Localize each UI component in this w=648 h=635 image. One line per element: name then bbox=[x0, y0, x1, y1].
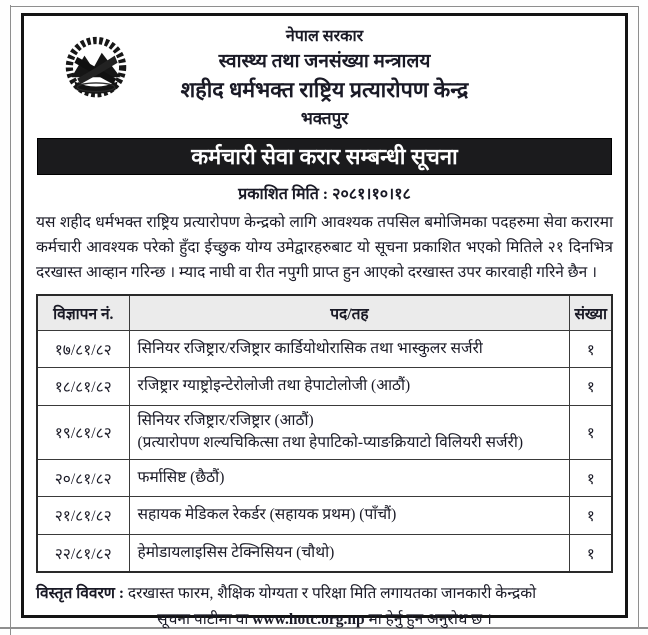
website-url: www.hotc.org.np bbox=[252, 610, 365, 628]
vacancy-table bbox=[36, 294, 613, 573]
post-cell: फर्मासिष्ट (छैठौं) bbox=[129, 459, 570, 496]
ad-no-cell: १९/८१/८२ bbox=[37, 405, 129, 459]
post-cell: हेमोडायलाइसिस टेक्निसियन (चौथो) bbox=[129, 534, 570, 572]
scan-rule-top bbox=[10, 6, 639, 7]
post-cell bbox=[129, 405, 570, 459]
post-cell: सहायक मेडिकल रेकर्डर (सहायक प्रथम) (पाँचौं) bbox=[129, 497, 570, 534]
footer-note bbox=[36, 581, 613, 633]
footer-line-2 bbox=[36, 607, 613, 633]
header-organization: शहीद धर्मभक्त राष्ट्रिय प्रत्यारोपण केन्द्र bbox=[180, 78, 469, 103]
table-row bbox=[37, 534, 612, 572]
column-header-post-level: पद/तह bbox=[129, 295, 570, 331]
ad-no-cell: १७/८१/८२ bbox=[37, 330, 129, 367]
nepal-government-emblem-icon bbox=[60, 31, 132, 109]
table-row bbox=[37, 497, 612, 534]
count-cell: १ bbox=[570, 459, 612, 496]
footer-line-1 bbox=[36, 581, 613, 607]
published-date-line bbox=[36, 182, 613, 204]
column-header-advertisement-no: विज्ञापन नं. bbox=[37, 295, 129, 331]
table-row bbox=[37, 459, 612, 496]
header-ministry: स्वास्थ्य तथा जनसंख्या मन्त्रालय bbox=[218, 50, 431, 72]
published-date-label: प्रकाशित मिति : bbox=[238, 185, 333, 203]
table-header-row bbox=[37, 295, 612, 331]
post-cell: सिनियर रजिष्ट्रार/रजिष्ट्रार कार्डियोथोरासिक तथा भास्कुलर सर्जरी bbox=[129, 330, 570, 367]
count-cell: १ bbox=[570, 330, 612, 367]
ad-no-cell: २२/८१/८२ bbox=[37, 534, 129, 572]
notice-body-paragraph: यस शहीद धर्मभक्त राष्ट्रिय प्रत्यारोपण केन्द्रको लागि आवश्यक तपसिल बमोजिमका पदहरुमा सेवा करारमा कर्मचारी आवश्यक परेको हुँदा ईच्छुक योग्य उमेद्वारहरुबाट यो सूचना प्रकाशित भएको मितिले २१ दिनभित्र दरखास्त आव्हान गरिन्छ । म्याद नाघी वा रीत नपुगी प्राप्त हुन आएको दरखास्त उपर कारवाही गरिने छैन । bbox=[36, 213, 613, 281]
ad-no-cell: २१/८१/८२ bbox=[37, 497, 129, 534]
count-cell: १ bbox=[570, 368, 612, 405]
scan-rule-left bbox=[10, 5, 11, 635]
post-cell: रजिष्ट्रार ग्याष्ट्रोइन्टेरोलोजी तथा हेपाटोलोजी (आठौं) bbox=[129, 368, 570, 405]
footer-line2-prefix: सूचना पाटीमा वा bbox=[157, 610, 253, 628]
published-date-value: २०८१।१०।१८ bbox=[332, 185, 411, 203]
post-line-2: (प्रत्यारोपण शल्यचिकित्सा तथा हेपाटिको-प्याङक्रियाटो विलियरी सर्जरी) bbox=[137, 434, 524, 452]
count-cell: १ bbox=[570, 534, 612, 572]
footer-line2-suffix: मा हेर्नु हुन अनुरोध छ । bbox=[364, 610, 492, 628]
post-line-1: सिनियर रजिष्ट्रार/रजिष्ट्रार (आठौं) bbox=[137, 411, 314, 429]
count-cell: १ bbox=[570, 497, 612, 534]
count-cell: १ bbox=[570, 405, 612, 459]
table-row bbox=[37, 330, 612, 367]
scan-rule-right bbox=[638, 6, 639, 627]
notice-title-banner bbox=[37, 138, 612, 175]
notice-box bbox=[21, 13, 628, 628]
table-row bbox=[37, 368, 612, 405]
header-location: भक्तपुर bbox=[300, 108, 349, 128]
ad-no-cell: १८/८१/८२ bbox=[37, 368, 129, 405]
notice-title: कर्मचारी सेवा करार सम्बन्धी सूचना bbox=[191, 143, 458, 169]
header-government: नेपाल सरकार bbox=[285, 28, 364, 45]
column-header-count: संख्या bbox=[570, 295, 612, 331]
footer-detail-text: दरखास्त फारम, शैक्षिक योग्यता र परिक्षा मिति लगायतका जानकारी केन्द्रको bbox=[127, 584, 537, 602]
footer-detail-label: विस्तृत विवरण : bbox=[36, 584, 128, 602]
ad-no-cell: २०/८१/८२ bbox=[37, 459, 129, 496]
table-row bbox=[37, 405, 612, 459]
